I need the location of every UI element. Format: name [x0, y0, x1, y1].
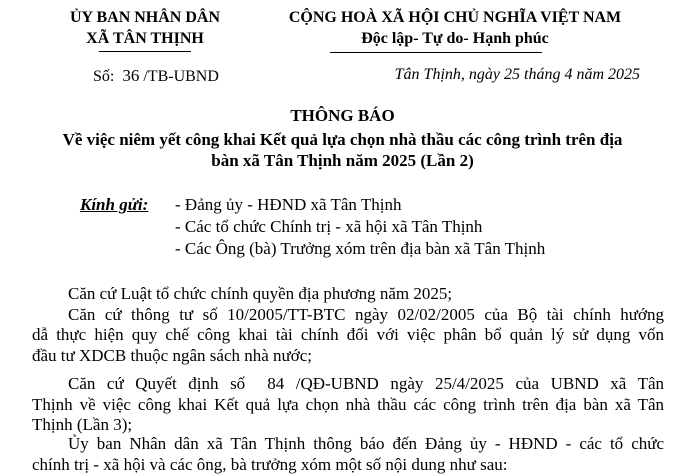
- recipients-label: Kính gửi:: [80, 195, 149, 214]
- decision-lead-text: Căn cứ Quyết định số: [68, 374, 246, 393]
- document-subject-line2: bàn xã Tân Thịnh năm 2025 (Lần 2): [211, 151, 474, 170]
- document-number: [93, 66, 219, 86]
- recipient-item: - Các Ông (bà) Trưởng xóm trên địa bàn xã Tân Thịnh: [175, 239, 546, 258]
- place-date: Tân Thịnh, ngày 25 tháng 4 năm 2025: [394, 66, 640, 83]
- header-divider-right: [330, 52, 542, 53]
- body-paragraph-decision-line3: Thịnh (Lần 3);: [32, 415, 133, 434]
- body-paragraph-decision-line2: Thịnh về việc công khai Kết quả lựa chọn nhà thầu các công trình trên địa bàn xã Tân: [32, 395, 664, 414]
- recipient-item: - Các tổ chức Chính trị - xã hội xã Tân Thịnh: [175, 217, 483, 236]
- issuer-name: ỦY BAN NHÂN DÂN: [69, 9, 221, 26]
- recipient-item: - Đảng ủy - HĐND xã Tân Thịnh: [175, 195, 402, 214]
- document-number-suffix: /TB-UBND: [143, 68, 219, 85]
- body-paragraph-decision-line1: [68, 374, 664, 394]
- decision-reference-text: 84 /QĐ-UBND ngày 25/4/2025 của UBND xã Tân: [267, 374, 664, 393]
- body-paragraph-announcement-line2: chính trị - xã hội và các ông, bà trưởng xóm một số nội dung như sau:: [32, 455, 508, 474]
- body-paragraph-legal-basis-2-line2: dẫ thực hiện quy chế công khai tài chính đối với việc phân bổ quản lý sử dụng vốn: [32, 325, 664, 344]
- header-divider-left: [99, 51, 191, 52]
- document-number-value: 36: [122, 66, 140, 85]
- body-paragraph-announcement-line1: Ủy ban Nhân dân xã Tân Thịnh thông báo đến Đảng ủy - HĐND - các tổ chức: [68, 434, 664, 453]
- national-title: CỘNG HOÀ XÃ HỘI CHỦ NGHĨA VIỆT NAM: [288, 9, 622, 26]
- document-type: THÔNG BÁO: [290, 106, 395, 125]
- national-motto: Độc lập- Tự do- Hạnh phúc: [361, 30, 549, 47]
- body-paragraph-legal-basis-2-line1: Căn cứ thông tư số 10/2005/TT-BTC ngày 02/02/2005 của Bộ tài chính hướng: [68, 305, 664, 324]
- issuer-commune: XÃ TÂN THỊNH: [86, 30, 204, 47]
- document-subject-line1: Về việc niêm yết công khai Kết quả lựa chọn nhà thầu các công trình trên địa: [62, 130, 623, 149]
- body-paragraph-legal-basis-1: Căn cứ Luật tổ chức chính quyền địa phương năm 2025;: [68, 284, 453, 303]
- body-paragraph-legal-basis-2-line3: đầu tư XDCB thuộc ngân sách nhà nước;: [32, 346, 313, 365]
- document-number-label: Số:: [93, 68, 115, 85]
